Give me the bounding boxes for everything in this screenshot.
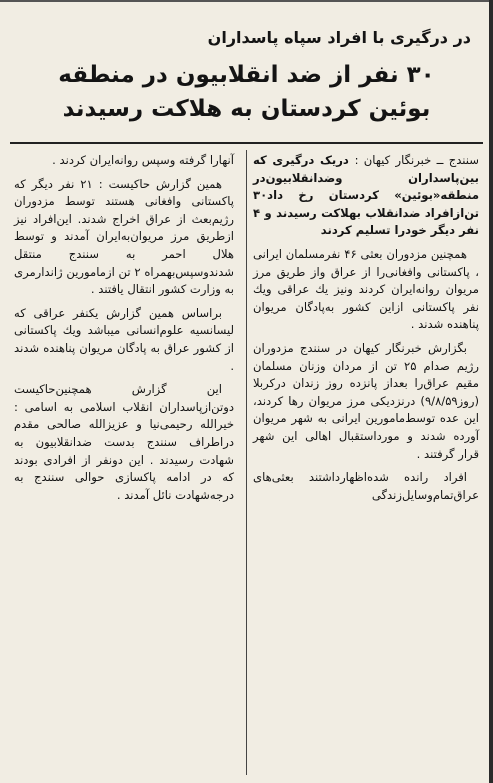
column-rule	[246, 150, 247, 775]
page-edge-shadow	[489, 0, 493, 783]
lead-text: دریک درگیری که‌ بین‌پاسداران وضدانقلابیون‌در منطقه«بوئین» کردستان رخ داد۳۰ تن‌ازافراد ضدانقلاب بهلاکت رسیدند و ۴ نفر دیگر خودرا تسلیم کردند	[253, 153, 479, 238]
headline-line-2: بوئین کردستان به هلاکت رسیدند	[62, 96, 431, 122]
paragraph: آنهارا گرفته وسپس روانه‌ایران کردند .	[52, 153, 234, 167]
paragraph: افراد رانده شده‌اظهارداشتند بعثی‌های عراق‌تمام‌وسایل‌زندگی	[253, 470, 479, 502]
top-rule	[0, 0, 489, 2]
headline-line-1: ۳۰ نفر از ضد انقلابیون در منطقه	[58, 62, 435, 88]
article-headline	[18, 58, 475, 126]
paragraph: براساس همین گزارش یکنفر عراقی که لیسانسیه علوم‌انسانی میباشد ویك پاکستانی از کشور عراق به پادگان مریوان پناهنده شدند .	[14, 305, 234, 373]
byline: سنندج ــ خبرنگار کیهان :	[354, 153, 480, 167]
headline-divider	[10, 142, 483, 144]
right-column	[253, 152, 479, 510]
paragraph: این گزارش همچنین‌حاکیست دوتن‌ازپاسداران انقلاب اسلامی به اسامی : خیرالله رحیمی‌نیا و عزیزالله صالحی مقدم دراطراف سنندج بدست ضدانقلابیون به شهادت رسیدند . این دونفر از افرادی بودند که در ادامه پاکسازی حوالی سنندج به درجه‌شهادت نائل آمدند .	[14, 382, 234, 502]
lead-paragraph	[253, 152, 479, 240]
paragraph: همچنین مزدوران بعثی ۴۶ نفرمسلمان ایرانی ، پاکستانی وافغانی‌را از عراق واز طریق مرز مریوان روانه‌ایران کردند ونیز یك عراقی ویك نفر پاکستانی ازاین کشور به‌پادگان مریوان پناهنده شدند .	[253, 246, 479, 332]
left-column	[14, 152, 234, 510]
article-kicker: در درگیری با افراد سپاه پاسداران	[207, 28, 471, 47]
paragraph: بگزارش خبرنگار کیهان در سنندج مزدوران رژیم صدام ۲۵ تن از مردان وزنان مسلمان مقیم عراق‌را بعداز پانزده روز زندان درکربلا (روز۹/۸/۵۹) درنزدیکی مرز مریوان رها کردند، این عده توسط‌مامورین ایرانی به شهر مریوان آورده شدند و موردا‌ستقبال اهالی این شهر قرار گرفتند .	[253, 340, 480, 461]
paragraph: همین گزارش حاکیست : ۲۱ نفر دیگر که پاکستانی وافغانی هستند توسط مزدوران رژیم‌بعث از عراق اخراج شدند. این‌افراد نیز ازطریق مرز مریوان‌به‌ایران آمدند و توسط هلال احمر به سنندج منتقل شدندوسپس‌بهمراه ۲ تن ازمامورین ژاندارمری به وزارت کشور انتقال یافتند .	[14, 176, 234, 297]
